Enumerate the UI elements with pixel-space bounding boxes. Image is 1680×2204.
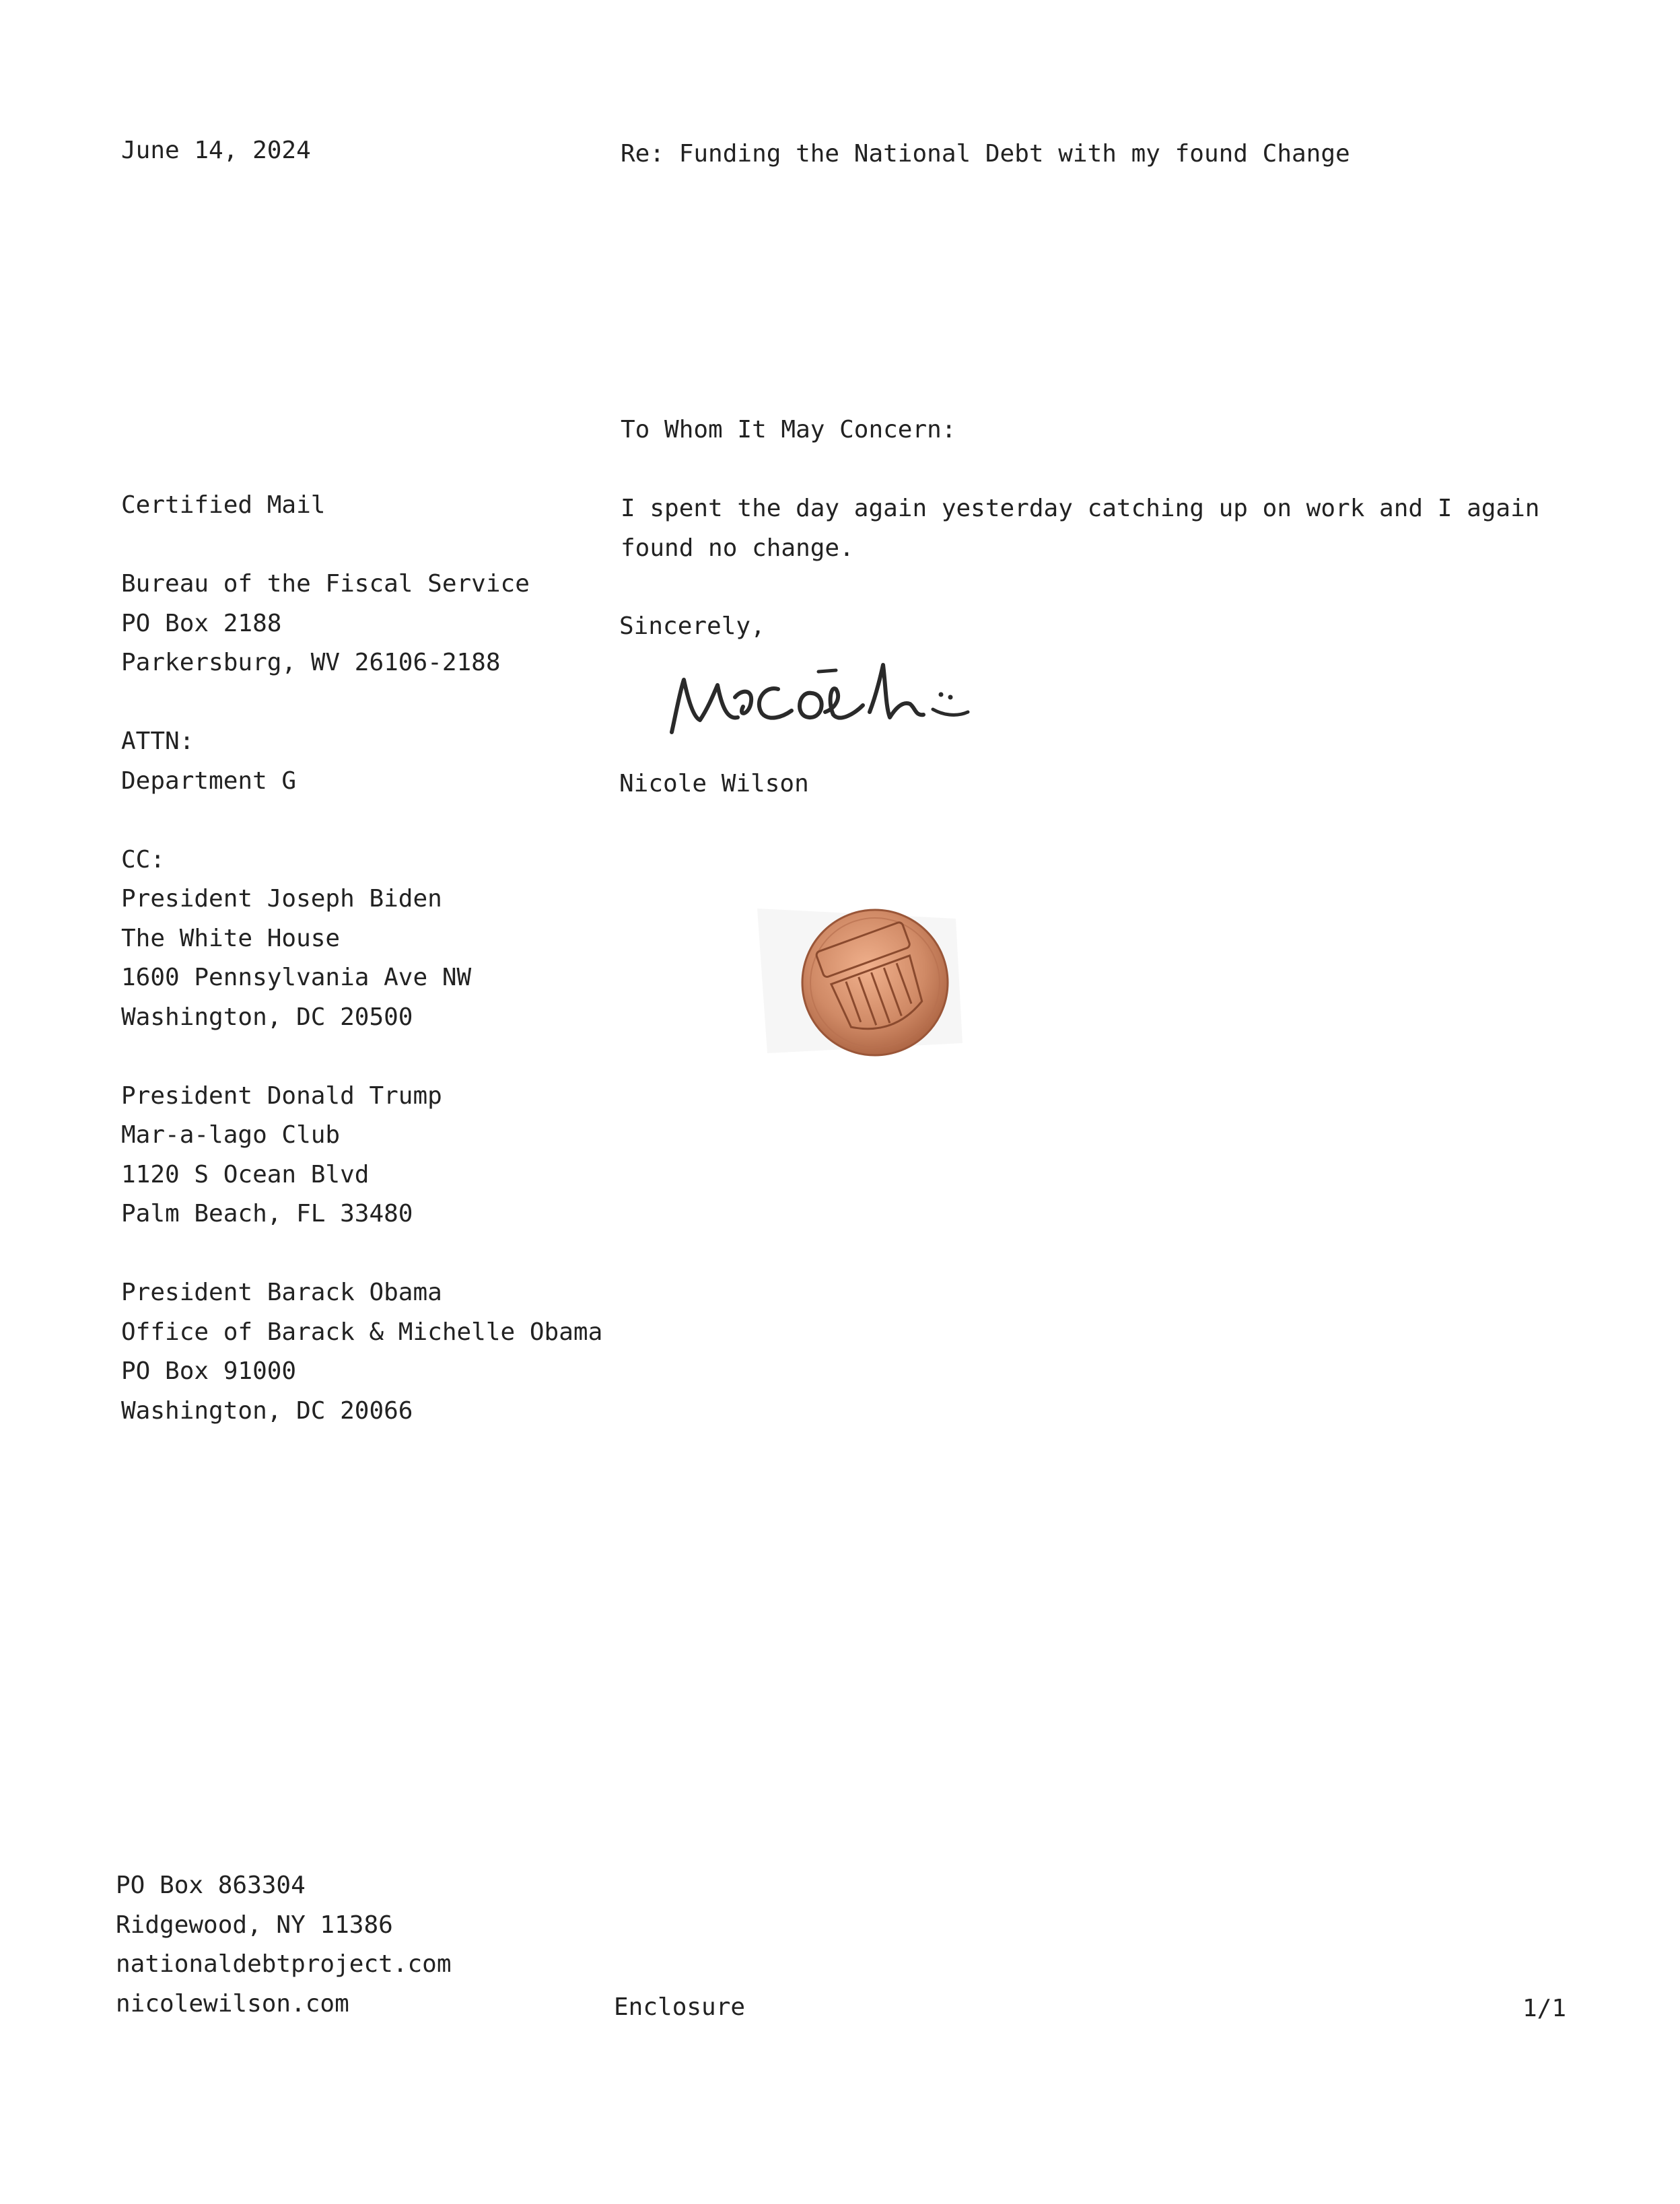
cc-2-line-1: President Donald Trump bbox=[121, 1081, 442, 1110]
taped-penny bbox=[754, 895, 976, 1077]
cc-2-line-2: Mar-a-lago Club bbox=[121, 1121, 341, 1149]
sender-website-2: nicolewilson.com bbox=[116, 1989, 349, 2018]
recipient-block bbox=[121, 486, 602, 1431]
page-number: 1/1 bbox=[1523, 1995, 1567, 2022]
signature bbox=[660, 650, 996, 751]
sender-website-1: nationaldebtproject.com bbox=[116, 1950, 452, 1978]
recipient-line-1: Bureau of the Fiscal Service bbox=[121, 570, 530, 598]
cc-1-line-3: 1600 Pennsylvania Ave NW bbox=[121, 964, 472, 991]
recipient-line-2: PO Box 2188 bbox=[121, 609, 282, 637]
cc-1-line-1: President Joseph Biden bbox=[121, 885, 442, 913]
delivery-method: Certified Mail bbox=[121, 491, 326, 519]
cc-3-line-3: PO Box 91000 bbox=[121, 1357, 297, 1385]
letter-body bbox=[621, 489, 1539, 568]
cc-2-line-4: Palm Beach, FL 33480 bbox=[121, 1200, 413, 1228]
subject-line: Re: Funding the National Debt with my found Change bbox=[621, 140, 1350, 168]
cc-1-line-4: Washington, DC 20500 bbox=[121, 1003, 413, 1031]
cc-2-line-3: 1120 S Ocean Blvd bbox=[121, 1160, 370, 1188]
signature-drawing bbox=[660, 650, 996, 751]
sender-address bbox=[116, 1866, 452, 2024]
enclosure-label: Enclosure bbox=[614, 1993, 746, 2021]
signer-name: Nicole Wilson bbox=[619, 770, 809, 797]
penny-icon bbox=[754, 895, 976, 1077]
cc-label: CC: bbox=[121, 845, 166, 874]
letter-date: June 14, 2024 bbox=[121, 137, 311, 164]
cc-1-line-2: The White House bbox=[121, 924, 341, 952]
body-line-1: I spent the day again yesterday catching up on work and I again bbox=[621, 495, 1540, 522]
salutation: To Whom It May Concern: bbox=[621, 416, 956, 443]
cc-3-line-2: Office of Barack & Michelle Obama bbox=[121, 1318, 603, 1346]
recipient-line-3: Parkersburg, WV 26106-2188 bbox=[121, 649, 501, 676]
sender-line-2: Ridgewood, NY 11386 bbox=[116, 1911, 393, 1939]
body-line-2: found no change. bbox=[621, 534, 854, 562]
cc-3-line-1: President Barack Obama bbox=[121, 1279, 442, 1306]
sender-line-1: PO Box 863304 bbox=[116, 1872, 306, 1899]
cc-3-line-4: Washington, DC 20066 bbox=[121, 1396, 413, 1425]
closing: Sincerely, bbox=[619, 612, 765, 640]
attn-value: Department G bbox=[121, 767, 297, 795]
attn-label: ATTN: bbox=[121, 727, 195, 755]
